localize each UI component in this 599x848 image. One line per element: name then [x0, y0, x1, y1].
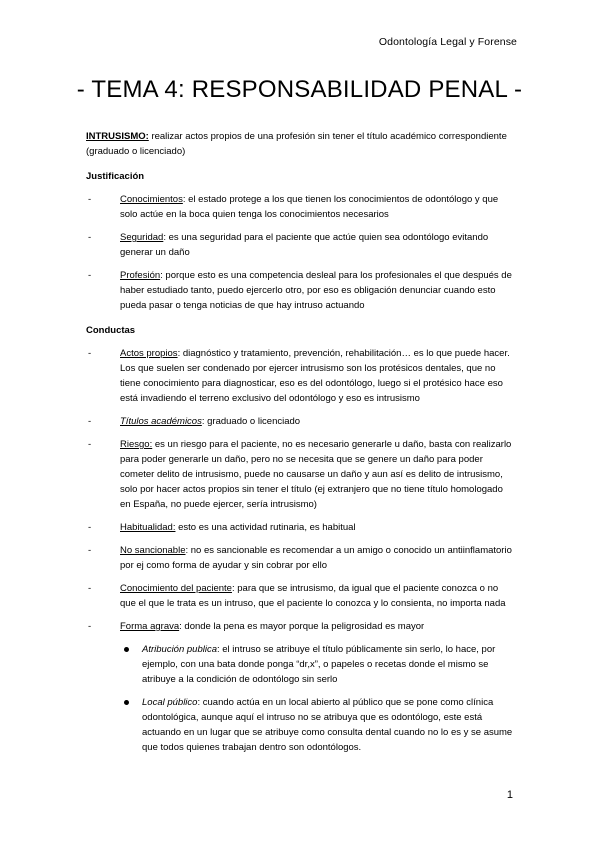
- item-term: Títulos académicos: [120, 416, 202, 427]
- item-text: : graduado o licenciado: [201, 416, 301, 427]
- sublist-item: [120, 695, 516, 755]
- intrusismo-text: realizar actos propios de una profesión sin tener el título académico correspondiente (graduado o licenciado): [86, 131, 507, 157]
- item-text: : para que se intrusismo, da igual que el paciente conozca o no que el que le trata es un intruso, que el paciente lo conozca y lo consienta, no importa nada: [120, 583, 506, 609]
- subitem-text: : el intruso se atribuye el título públicamente sin serlo, lo hace, por ejemplo, con una bata donde ponga “dr,x”, o papeles o recetas donde el mismo se atribuye a la condición de odontólogo sin serlo: [142, 644, 496, 685]
- item-term: No sancionable: [120, 545, 186, 556]
- bullet-dot-icon: [124, 700, 129, 705]
- item-term: Riesgo:: [120, 439, 153, 450]
- intrusismo-term: INTRUSISMO:: [86, 131, 149, 142]
- list-item: [86, 414, 516, 429]
- bullet-dot-icon: [124, 647, 129, 652]
- page-number: 1: [506, 789, 513, 801]
- dash-marker: -: [88, 583, 92, 594]
- item-text: esto es una actividad rutinaria, es habitual: [175, 522, 356, 533]
- item-term: Seguridad: [120, 232, 164, 243]
- list-item: [86, 230, 516, 260]
- subitem-term: Local público: [142, 697, 198, 708]
- dash-marker: -: [88, 232, 92, 243]
- dash-marker: -: [88, 270, 92, 281]
- justificacion-list: [86, 192, 516, 313]
- running-header: Odontología Legal y Forense: [378, 36, 517, 48]
- document-title: - TEMA 4: RESPONSABILIDAD PENAL -: [76, 76, 523, 103]
- item-term: Conocimientos: [120, 194, 183, 205]
- item-term: Profesión: [120, 270, 161, 281]
- item-text: : el estado protege a los que tienen los conocimientos de odontólogo y que solo actúe en la boca quien tenga los conocimientos necesarios: [120, 194, 499, 220]
- list-item: [86, 619, 516, 755]
- list-item: [86, 543, 516, 573]
- item-text: : porque esto es una competencia desleal para los profesionales el que después de haber estudiado tanto, puedo ejercerlo otro, por eso es obligación denunciar cuando esto pueda pasar o tenga noticias de que hay intruso actuando: [120, 270, 512, 311]
- conductas-list: [86, 346, 516, 755]
- item-term: Conocimiento del paciente: [120, 583, 232, 594]
- item-text: : diagnóstico y tratamiento, prevención, rehabilitación… es lo que puede hacer. Los que suelen ser condenado por ejercer intrusismo son los protésicos dentales, que no tiene conocimiento para diagnosticar, eso es del odontólogo, luego si el protésico hace eso está invadiendo el terreno exclusivo del odontólogo y eso es intrusismo: [120, 348, 510, 404]
- list-item: [86, 268, 516, 313]
- list-item: [86, 346, 516, 406]
- intrusismo-definition: [86, 129, 516, 159]
- subitem-text: : cuando actúa en un local abierto al público que se pone como clínica odontológica, aunque aquí el intruso no se atribuya que es odontólogo, este está actuando en un lugar que se atribuye como consulta dental cuando no lo es y se asume que todos quienes trabajan dentro son odontólogos.: [142, 697, 513, 753]
- sublist-item: [120, 642, 516, 687]
- dash-marker: -: [88, 439, 92, 450]
- list-item: [86, 520, 516, 535]
- dash-marker: -: [88, 194, 92, 205]
- forma-agrava-sublist: [120, 642, 516, 755]
- dash-marker: -: [88, 522, 92, 533]
- item-term: Actos propios: [120, 348, 178, 359]
- justificacion-heading: Justificación: [86, 171, 145, 182]
- item-text: : es una seguridad para el paciente que actúe quien sea odontólogo evitando generar un daño: [120, 232, 489, 258]
- list-item: [86, 192, 516, 222]
- item-text: : donde la pena es mayor porque la peligrosidad es mayor: [179, 621, 425, 632]
- conductas-heading: Conductas: [86, 325, 136, 336]
- document-body: [86, 129, 516, 765]
- dash-marker: -: [88, 348, 92, 359]
- list-item: [86, 581, 516, 611]
- list-item: [86, 437, 516, 512]
- dash-marker: -: [88, 545, 92, 556]
- item-text: : no es sancionable es recomendar a un amigo o conocido un antiinflamatorio por ej como forma de ayudar y sin cobrar por ello: [120, 545, 512, 571]
- item-term: Forma agrava: [120, 621, 180, 632]
- item-text: es un riesgo para el paciente, no es necesario generarle u daño, basta con realizarlo para poder generarle un daño, pero no se necesita que se genere un daño para poder cometer delito de intrusismo, puede no causarse un daño y aun así es delito de intrusismo, solo por hacer actos propios sin tener el título (ej extranjero que no tiene título homologado en España, no puede ejercer, sería intrusismo): [120, 439, 512, 510]
- dash-marker: -: [88, 621, 92, 632]
- subitem-term: Atribución publica: [142, 644, 217, 655]
- item-term: Habitualidad:: [120, 522, 176, 533]
- dash-marker: -: [88, 416, 92, 427]
